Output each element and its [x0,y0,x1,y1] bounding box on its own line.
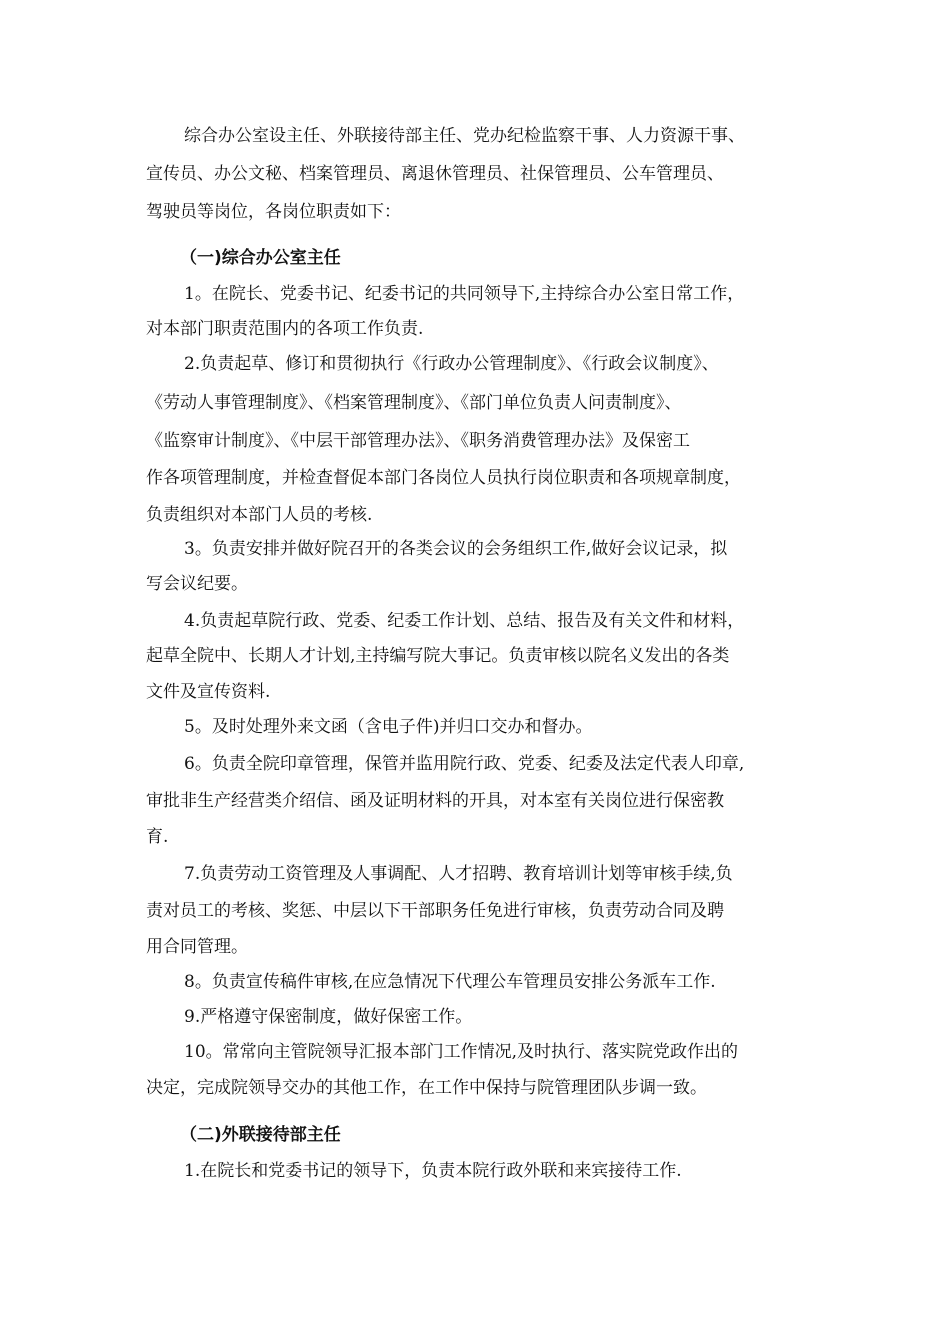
paragraph-line: 作各项管理制度，并检查督促本部门各岗位人员执行岗位职责和各项规章制度， [146,468,741,488]
section-2-heading: （二)外联接待部主任 [180,1125,341,1145]
paragraph-line: 2.负责起草、修订和贯彻执行《行政办公管理制度》、《行政会议制度》、 [184,354,719,374]
paragraph-line: 10。常常向主管院领导汇报本部门工作情况,及时执行、落实院党政作出的 [184,1042,739,1062]
paragraph-line: 3。负责安排并做好院召开的各类会议的会务组织工作,做好会议记录，拟 [184,539,728,559]
paragraph-line: 8。负责宣传稿件审核,在应急情况下代理公车管理员安排公务派车工作. [184,972,716,992]
paragraph-line: 审批非生产经营类介绍信、函及证明材料的开具，对本室有关岗位进行保密教 [146,791,724,811]
paragraph-line: 1.在院长和党委书记的领导下，负责本院行政外联和来宾接待工作. [184,1161,682,1181]
paragraph-line: 写会议纪要。 [146,574,248,594]
paragraph-line: 文件及宣传资料. [146,682,271,702]
paragraph-line: 9.严格遵守保密制度，做好保密工作。 [184,1007,473,1027]
paragraph-line: 育. [146,827,169,847]
paragraph-line: 用合同管理。 [146,937,248,957]
intro-line-3: 驾驶员等岗位，各岗位职责如下： [146,202,401,222]
section-1-heading: （一)综合办公室主任 [180,248,341,268]
paragraph-line: 4.负责起草院行政、党委、纪委工作计划、总结、报告及有关文件和材料， [184,611,745,631]
paragraph-line: 起草全院中、长期人才计划,主持编写院大事记。负责审核以院名义发出的各类 [146,646,730,666]
intro-line-2: 宣传员、办公文秘、档案管理员、离退休管理员、社保管理员、公车管理员、 [146,164,724,184]
paragraph-line: 《监察审计制度》、《中层干部管理办法》、《职务消费管理办法》及保密工 [146,431,690,451]
paragraph-line: 责对员工的考核、奖惩、中层以下干部职务任免进行审核，负责劳动合同及聘 [146,901,724,921]
paragraph-line: 6。负责全院印章管理，保管并监用院行政、党委、纪委及法定代表人印章, [184,754,745,774]
paragraph-line: 决定，完成院领导交办的其他工作，在工作中保持与院管理团队步调一致。 [146,1078,707,1098]
paragraph-line: 5。及时处理外来文函（含电子件)并归口交办和督办。 [184,717,593,737]
paragraph-line: 对本部门职责范围内的各项工作负责. [146,319,424,339]
paragraph-line: 7.负责劳动工资管理及人事调配、人才招聘、教育培训计划等审核手续,负 [184,864,733,884]
paragraph-line: 《劳动人事管理制度》、《档案管理制度》、《部门单位负责人问责制度》、 [146,393,682,413]
paragraph-line: 1。在院长、党委书记、纪委书记的共同领导下,主持综合办公室日常工作， [184,284,745,304]
intro-line-1: 综合办公室设主任、外联接待部主任、党办纪检监察干事、人力资源干事、 [184,126,745,146]
paragraph-line: 负责组织对本部门人员的考核. [146,505,373,525]
